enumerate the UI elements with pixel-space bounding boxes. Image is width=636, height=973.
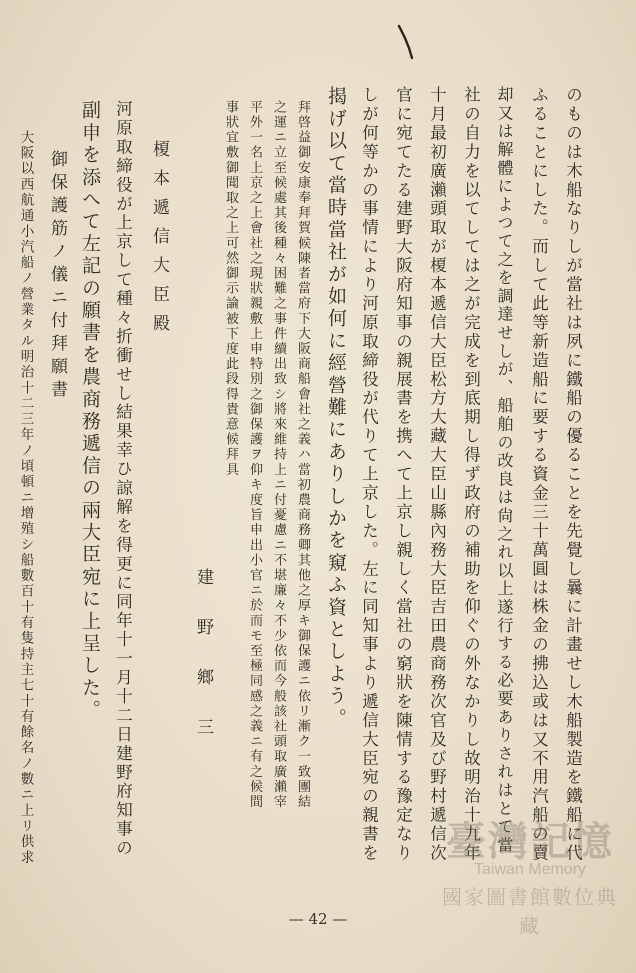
narrative-column-1: 河原取締役が上京して種々折衝せし結果幸ひ諒解を得更に同年十一月十二日建野府知事の xyxy=(113,100,133,858)
body-column-1: のものは木船なりしが當社は夙に鐵船の優ることを先覺し曩に計畫せし木船製造を鐵船に代 xyxy=(563,86,583,863)
watermark-english: Taiwan Memory xyxy=(473,861,587,878)
body-column-2: ふることにした。而して此等新造船に要する資金三十萬圓は株金の拂込或は又不用汽船の賣 xyxy=(529,86,549,863)
narrative-column-2: 副申を添へて左記の願書を農商務遞信の兩大臣宛に上呈した。 xyxy=(79,100,101,722)
body-column-6: 官に宛てたる建野大阪府知事の親展書を携へて上京し親しく當社の窮狀を陳情する豫定なり xyxy=(393,86,413,863)
letter-column-4: 事狀宜敷御聞取之上可然御示論被下度此段得貴意候拜具 xyxy=(223,100,238,478)
body-column-8: 揭げ以て當時當社が如何に經營難にありしかを窺ふ資としよう。 xyxy=(325,86,347,730)
letter-column-3: 平外一名上京之上會社之現狀親敷上申特別之御保護ヲ仰キ度旨申出小官ニ於而モ至極同感之義ニ有之候間 xyxy=(247,100,262,810)
letter-addressee: 榎本遞信大臣殿 xyxy=(149,140,169,343)
watermark-chinese: 國家圖書館數位典藏 xyxy=(442,885,618,938)
watermark-logo: 臺灣記憶 xyxy=(446,818,614,865)
page-number: — 42 — xyxy=(288,910,348,928)
ink-scratch-mark xyxy=(396,24,414,60)
body-column-5: 十月最初廣瀨頭取が榎本遞信大臣松方大藏大臣山縣內務大臣吉田農商務次官及び野村遞信次 xyxy=(427,86,447,863)
body-column-7: しが何等かの事情により河原取締役が代りて上京した。左に同知事より遞信大臣宛の親書を xyxy=(359,86,379,863)
petition-column-1: 大阪以西航通小汽船ノ營業タル明治十二三年ノ頃頓ニ增殖シ船數百十有隻持主七十有餘名ノ數ニ上リ供求 xyxy=(17,130,34,866)
letter-signature: 建 野 鄉 三 xyxy=(193,568,213,743)
petition-title: 御保護筋ノ儀ニ付拜願書 xyxy=(47,150,67,403)
letter-column-2: 之運ニ立至候處其後種々困難之事件續出致シ將來維持上ニ付憂慮ニ不堪廉々不少依而今般該社頭取廣瀨宰 xyxy=(271,100,286,810)
body-column-4: 社の自力を以てしては之が完成を到底期し得ず政府の補助を仰ぐの外なかりし故明治十九年 xyxy=(461,86,481,863)
letter-column-1: 拜啓益御安康奉拜賀候陳者當府下大阪商船會社之義ハ當初農商務卿其他之厚キ御保護ニ依リ漸ク一致團結 xyxy=(295,100,310,810)
body-column-3: 却又は解體によつて之を調達せしが、船舶の改良は尙之れ以上遂行する必要ありされはとて當 xyxy=(495,86,514,855)
watermark xyxy=(432,810,628,939)
